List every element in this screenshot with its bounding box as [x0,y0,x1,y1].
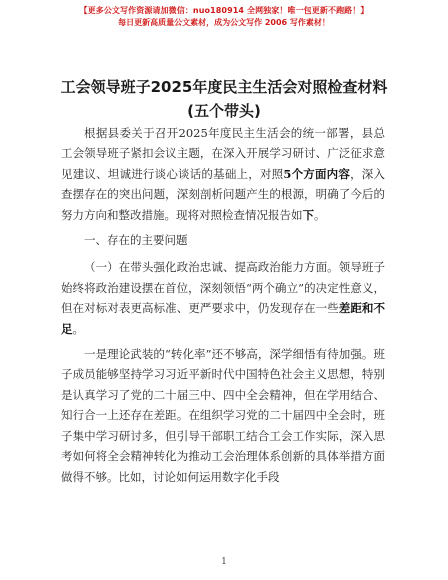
intro-text-b: ，深入查摆存在的突出问题，深刻剖析问题产生的根源，明确了今后的努力方向和整改措施。现将对照检查情况报告如 [61,166,385,222]
promo-banner-line-2: 每日更新高质量公文素材，成为公文写作 2006 写作素材！ [118,18,330,27]
section-heading-1: 一、存在的主要问题 [84,233,188,248]
subsection-1-bold: 差距和不足 [61,301,386,336]
intro-tail: 。 [314,207,326,222]
intro-bold-text: 5个方面内容 [283,166,351,181]
document-body [61,123,385,492]
intro-paragraph [61,123,385,225]
subsection-1-paragraph [61,257,385,339]
point-1-paragraph: 一是理论武装的“转化率”还不够高，深学细悟有待加强。班子成员能够坚持学习习近平新时代中国特色社会主义思想，特别是认真学习了党的二十届三中、四中全会精神，但在学用结合、知行合一上还存在差距。在组织学习党的二十届四中全会时，班子集中学习研讨多，但引导干部职工结合工会工作实际，深入思考如何将全会精神转化为推动工会治理体系创新的具体举措方面做得不够。比如，讨论如何运用数字化手段 [61,347,385,484]
subsection-1-text: （一）在带头强化政治忠诚、提高政治能力方面。领导班子始终将政治建设摆在首位，深刻领悟“两个确立”的决定性意义，但在对标对表更高标准、更严要求中，仍发现存在一些 [61,260,385,316]
intro-text-a: 根据县委关于召开2025年度民主生活会的统一部署，县总工会领导班子紧扣会议主题，在深入开展学习研讨、广泛征求意见建议、坦诚进行谈心谈话的基础上，对照 [61,126,385,181]
promo-banner-line-1: 【更多公文写作资源请加微信：nuo180914 全网独家！唯一包更新不跑路！】 [79,6,369,15]
intro-bold-end: 下 [302,207,314,222]
document-title: 工会领导班子2025年度民主生活会对照检查材料(五个带头) [60,78,388,120]
subsection-1-tail: 。 [72,321,84,336]
page-number: 1 [221,557,227,567]
